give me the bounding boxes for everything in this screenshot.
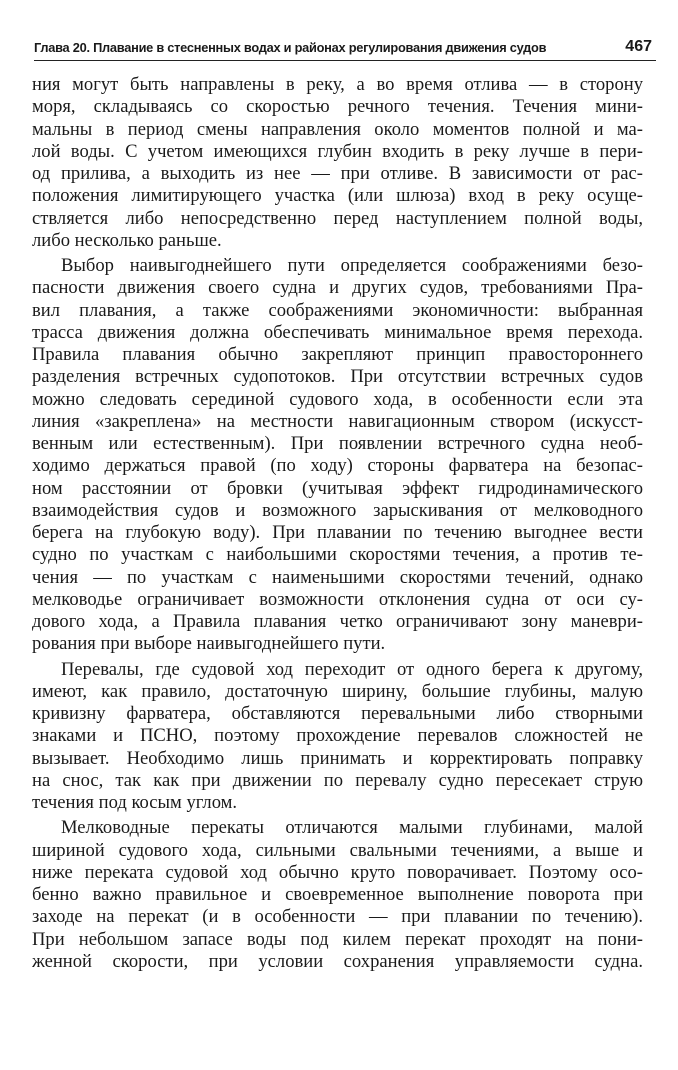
text-line: Мелководные перекаты отличаются малыми глубинами, малой [61, 817, 643, 839]
text-line: бенно важно правильное и своевременное выполнение поворота при [32, 884, 643, 905]
text-line: рования при выборе наивыгоднейшего пути. [32, 633, 386, 655]
running-header [34, 32, 656, 61]
text-line: мелководье ограничивает возможности отклонения судна от оси су- [32, 588, 643, 610]
text-line: ния могут быть направлены в реку, а во время отлива — в сторону [32, 74, 643, 95]
text-line: вызывает. Необходимо лишь принимать и корректировать поправку [32, 747, 643, 769]
text-line: ходимо держаться правой (по ходу) стороны фарватера на безопас- [32, 455, 643, 477]
text-line: шириной судового хода, сильными свальными течениями, а выше и [32, 839, 643, 861]
text-line: судно по участкам с наибольшими скоростями течения, а против те- [32, 544, 643, 566]
text-line: заходе на перекат (и в особенности — при плавании по течению). [32, 906, 643, 928]
body-text [32, 74, 643, 973]
text-line: знаками и ПСНО, поэтому прохождение перевалов сложностей не [32, 725, 643, 747]
text-line: моря, складываясь со скоростью речного течения. Течения мини- [32, 96, 643, 118]
text-line: Перевалы, где судовой ход переходит от одного берега к другому, [61, 658, 643, 680]
paragraph [32, 817, 643, 973]
text-line: женной скорости, при условии сохранения управляемости судна. [32, 950, 643, 972]
text-line: мальны в период смены направления около моментов полной и ма- [32, 118, 643, 140]
text-line: чения — по участкам с наименьшими скоростями течений, однако [32, 566, 643, 588]
text-line: од прилива, а выходить из нее — при отливе. В зависимости от рас- [32, 163, 643, 184]
text-line: берега на глубокую воду). При плавании по течению выгоднее вести [32, 522, 643, 543]
text-line: Выбор наивыгоднейшего пути определяется соображениями безо- [61, 255, 643, 276]
text-line: ствляется либо непосредственно перед наступлением полной воды, [32, 207, 643, 229]
text-line: на снос, так как при движении по перевалу судно пересекает струю [32, 769, 643, 791]
text-line: ниже переката судовой ход обычно круто поворачивает. Поэтому осо- [32, 861, 643, 883]
text-line: Правила плавания обычно закрепляют принцип правостороннего [32, 344, 643, 365]
paragraph [32, 74, 643, 252]
page-number: 467 [625, 38, 652, 55]
text-line: течения под косым углом. [32, 792, 238, 813]
text-line: При небольшом запасе воды под килем перекат проходят на пони- [32, 928, 643, 950]
text-line: линия «закреплена» на местности навигационным створом (искусст- [32, 410, 643, 432]
text-line: ном расстоянии от бровки (учитывая эффект гидродинамического [32, 477, 643, 499]
text-line: можно следовать серединой судового хода, в особенности если эта [32, 388, 643, 410]
text-line: взаимодействия судов и возможного зарыскивания от мелководного [32, 499, 643, 521]
text-line: положения лимитирующего участка (или шлюза) вход в реку осуще- [32, 185, 643, 207]
chapter-title: Глава 20. Плавание в стесненных водах и районах регулирования движения судов [34, 40, 547, 55]
text-line: пасности движения своего судна и других судов, требованиями Пра- [32, 277, 643, 299]
paragraph [32, 659, 643, 815]
text-line: трасса движения должна обеспечивать минимальное время перехода. [32, 321, 643, 343]
text-line: либо несколько раньше. [32, 229, 222, 251]
text-line: вил плавания, а также соображениями экономичности: выбранная [32, 299, 643, 321]
text-line: венным или естественным). При появлении встречного судна необ- [32, 433, 643, 454]
text-line: дового хода, а Правила плавания четко ограничивают зону маневри- [32, 611, 643, 632]
text-line: имеют, как правило, достаточную ширину, большие глубины, малую [32, 680, 643, 702]
text-line: кривизну фарватера, обставляются перевальными либо створными [32, 703, 643, 724]
paragraph [32, 255, 643, 656]
text-line: лой воды. С учетом имеющихся глубин входить в реку лучше в пери- [32, 140, 643, 162]
text-line: разделения встречных судопотоков. При отсутствии встречных судов [32, 366, 643, 388]
